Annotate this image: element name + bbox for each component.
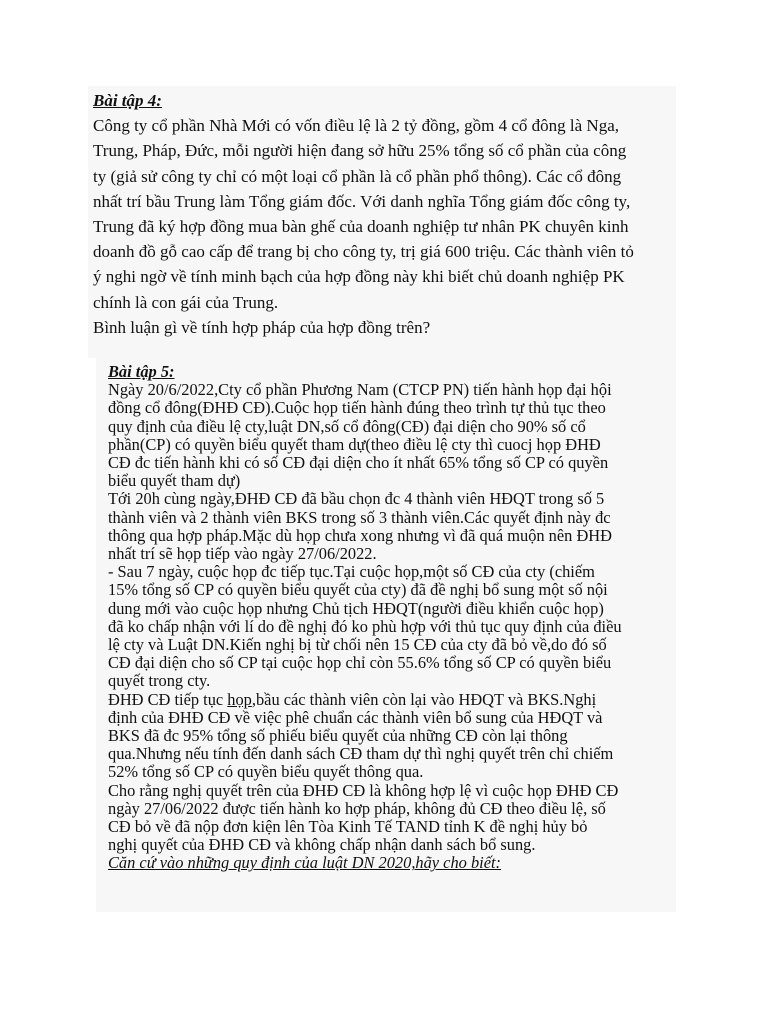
exercise-5-line: đồng cổ đông(ĐHĐ CĐ).Cuộc họp tiến hành đúng theo trình tự thủ tục theo bbox=[108, 398, 606, 418]
exercise-4-line: Trung đã ký hợp đồng mua bàn ghế của doanh nghiệp tư nhân PK chuyên kinh bbox=[93, 217, 629, 237]
exercise-5-line: Cho rằng nghị quyết trên của ĐHĐ CĐ là không hợp lệ vì cuộc họp ĐHĐ CĐ bbox=[108, 780, 619, 800]
exercise-5-line bbox=[108, 691, 676, 709]
exercise-4-question: Bình luận gì về tính hợp pháp của hợp đồng trên? bbox=[93, 317, 431, 337]
exercise-5-line: quyết trong cty. bbox=[108, 671, 211, 691]
exercise-5-line: CĐ đc tiến hành khi có số CĐ đại diện cho ít nhất 65% tổng số CP có quyền bbox=[108, 453, 609, 473]
exercise-5-line: CĐ bỏ về đã nộp đơn kiện lên Tòa Kinh Tế TAND tỉnh K đề nghị hủy bỏ bbox=[108, 817, 588, 837]
exercise-5-text bbox=[108, 363, 676, 873]
exercise-5-closing: Căn cứ vào những quy định của luật DN 2020,hãy cho biết: bbox=[108, 853, 501, 873]
exercise-5-line: thành viên và 2 thành viên BKS trong số 3 thành viên.Các quyết định này đc bbox=[108, 507, 611, 527]
line-suffix: ,bầu các thành viên còn lại vào HĐQT và BKS.Nghị bbox=[251, 689, 597, 709]
exercise-5-line: BKS đã đc 95% tổng số phiếu biểu quyết của những CĐ còn lại thông bbox=[108, 726, 568, 746]
exercise-5-line: CĐ đại diện cho số CP tại cuộc họp chỉ còn 55.6% tổng số CP có quyền biểu bbox=[108, 653, 612, 673]
exercise-4-line: ty (giả sử công ty chỉ có một loại cổ phần là cổ phần phổ thông). Các cổ đông bbox=[93, 166, 622, 186]
exercise-5-line: 52% tổng số CP có quyền biểu quyết thông qua. bbox=[108, 762, 424, 782]
exercise-4-line: doanh đồ gỗ cao cấp để trang bị cho công ty, trị giá 600 triệu. Các thành viên tỏ bbox=[93, 242, 634, 262]
exercise-5-line: ngày 27/06/2022 được tiến hành ko hợp pháp, không đủ CĐ theo điều lệ, số bbox=[108, 798, 606, 818]
exercise-5-line: đã ko chấp nhận với lí do đề nghị đó ko phù hợp với thủ tục quy định của điều bbox=[108, 616, 622, 636]
underlined-word: họp bbox=[227, 689, 252, 709]
exercise-5-line: quy định của điều lệ cty,luật DN,số cổ đông(CĐ) đại diện cho 90% số cổ bbox=[108, 416, 586, 436]
exercise-5-line: qua.Nhưng nếu tính đến danh sách CĐ tham dự thì nghị quyết trên chỉ chiếm bbox=[108, 744, 614, 764]
exercise-5-line: nghị quyết của ĐHĐ CĐ và không chấp nhận danh sách bổ sung. bbox=[108, 835, 536, 855]
line-prefix: ĐHĐ CĐ tiếp tục bbox=[108, 689, 228, 709]
exercise-4-line: Công ty cổ phần Nhà Mới có vốn điều lệ là 2 tỷ đồng, gồm 4 cổ đông là Nga, bbox=[93, 116, 619, 136]
exercise-5-line: định của ĐHĐ CĐ về việc phê chuẩn các thành viên bổ sung của HĐQT và bbox=[108, 707, 603, 727]
exercise-5-line: phần(CP) có quyền biểu quyết tham dự(theo điều lệ cty thì cuocj họp ĐHĐ bbox=[108, 434, 601, 454]
exercise-4-line: nhất trí bầu Trung làm Tổng giám đốc. Với danh nghĩa Tổng giám đốc công ty, bbox=[93, 191, 631, 211]
exercise-5-line: - Sau 7 ngày, cuộc họp đc tiếp tục.Tại cuộc họp,một số CĐ của cty (chiếm bbox=[108, 562, 595, 582]
exercise-4-line: chính là con gái của Trung. bbox=[93, 292, 279, 312]
exercise-5-line: lệ cty và Luật DN.Kiến nghị bị từ chối nên 15 CĐ của cty đã bỏ về,do đó số bbox=[108, 635, 607, 655]
exercise-5-line: Tới 20h cùng ngày,ĐHĐ CĐ đã bầu chọn đc 4 thành viên HĐQT trong số 5 bbox=[108, 489, 605, 509]
exercise-5-line: Ngày 20/6/2022,Cty cổ phần Phương Nam (CTCP PN) tiến hành họp đại hội bbox=[108, 380, 612, 400]
exercise-5-line: biểu quyết tham dự) bbox=[108, 471, 241, 491]
exercise-5-heading: Bài tập 5: bbox=[108, 362, 175, 381]
exercise-4-heading: Bài tập 4: bbox=[93, 91, 162, 110]
exercise-4-line: Trung, Pháp, Đức, mỗi người hiện đang sở hữu 25% tổng số cổ phần của công bbox=[93, 141, 627, 161]
exercise-4-text bbox=[93, 88, 673, 340]
exercise-5-line: 15% tổng số CP có quyền biểu quyết của cty) đã đề nghị bổ sung một số nội bbox=[108, 580, 608, 600]
exercise-4-line: ý nghi ngờ về tính minh bạch của hợp đồng này khi biết chủ doanh nghiệp PK bbox=[93, 267, 625, 287]
exercise-5-line: dung mới vào cuộc họp nhưng Chủ tịch HĐQT(người điều khiển cuộc họp) bbox=[108, 598, 604, 618]
exercise-5-line: thông qua hợp pháp.Mặc dù họp chưa xong nhưng vì đã quá muộn nên ĐHĐ bbox=[108, 525, 612, 545]
exercise-5-line: nhất trí sẽ họp tiếp vào ngày 27/06/2022. bbox=[108, 544, 377, 564]
